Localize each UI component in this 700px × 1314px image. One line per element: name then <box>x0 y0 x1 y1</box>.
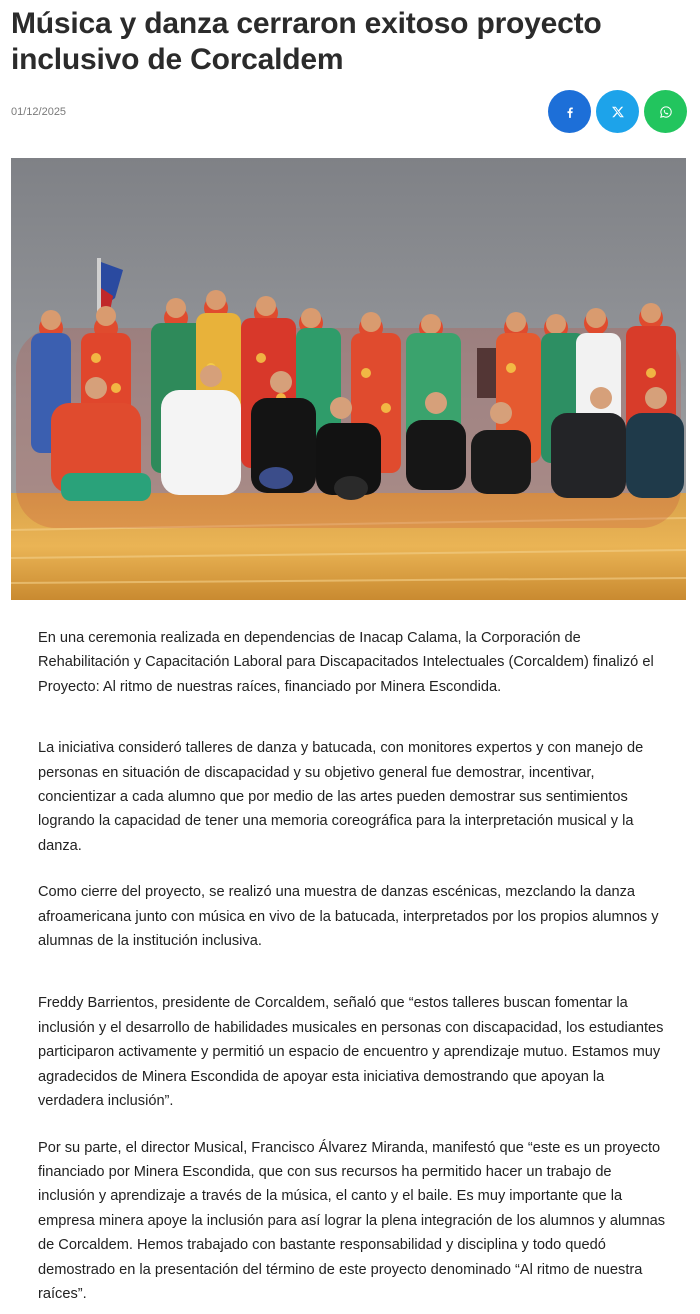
x-icon <box>611 105 625 119</box>
article-paragraph: La iniciativa consideró talleres de danza y batucada, con monitores expertos y con manejo de personas en situación de discapacidad y su objetivo general fue demostrar, incentivar, concientizar a cada alumno que por medio de las artes pueden demostrar sus sentimientos logrando la capacidad de tener una memoria coreográfica para la interpretación musical y la danza. <box>38 740 644 854</box>
whatsapp-share-button[interactable] <box>644 90 687 133</box>
share-buttons <box>548 90 687 133</box>
whatsapp-icon <box>659 105 673 119</box>
article-paragraph: Como cierre del proyecto, se realizó una muestra de danzas escénicas, mezclando la danza afroamericana junto con música en vivo de la batucada, interpretados por los propios alumnos y alumnas de la institución inclusiva. <box>38 884 659 950</box>
facebook-icon <box>563 105 577 119</box>
article-paragraph: En una ceremonia realizada en dependencias de Inacap Calama, la Corporación de Rehabilitación y Capacitación Laboral para Discapacitados Intelectuales (Corcaldem) finalizó el Proyecto: Al ritmo de nuestras raíces, financiado por Minera Escondida. <box>38 630 654 695</box>
x-share-button[interactable] <box>596 90 639 133</box>
article-title: Música y danza cerraron exitoso proyecto inclusivo de Corcaldem <box>11 7 602 76</box>
facebook-share-button[interactable] <box>548 90 591 133</box>
article-photo <box>11 158 686 600</box>
article-date: 01/12/2025 <box>11 106 67 118</box>
article-body <box>38 626 666 1306</box>
article-paragraph: Freddy Barrientos, presidente de Corcaldem, señaló que “estos talleres buscan fomentar la inclusión y el desarrollo de habilidades musicales en personas con discapacidad, los estudiantes participaron activamente y permitió un espacio de encuentro y aprendizaje mutuo. Estamos muy agradecidos de Minera Escondida de apoyar esta iniciativa demostrando que apoyan la verdadera inclusión”. <box>38 995 664 1110</box>
article-paragraph: Por su parte, el director Musical, Francisco Álvarez Miranda, manifestó que “este es un proyecto financiado por Minera Escondida, que con sus recursos ha permitido hacer un trabajo de inclusión y aprendizaje a través de la música, el canto y el baile. Es muy importante que la empresa minera apoye la inclusión para así lograr la plena integración de los alumnos y alumnas de Corcaldem. Hemos trabajado con bastante responsabilidad y disciplina y todo quedó demostrado en la presentación del término de este proyecto denominado “Al ritmo de nuestra raíces”. <box>38 1139 666 1302</box>
